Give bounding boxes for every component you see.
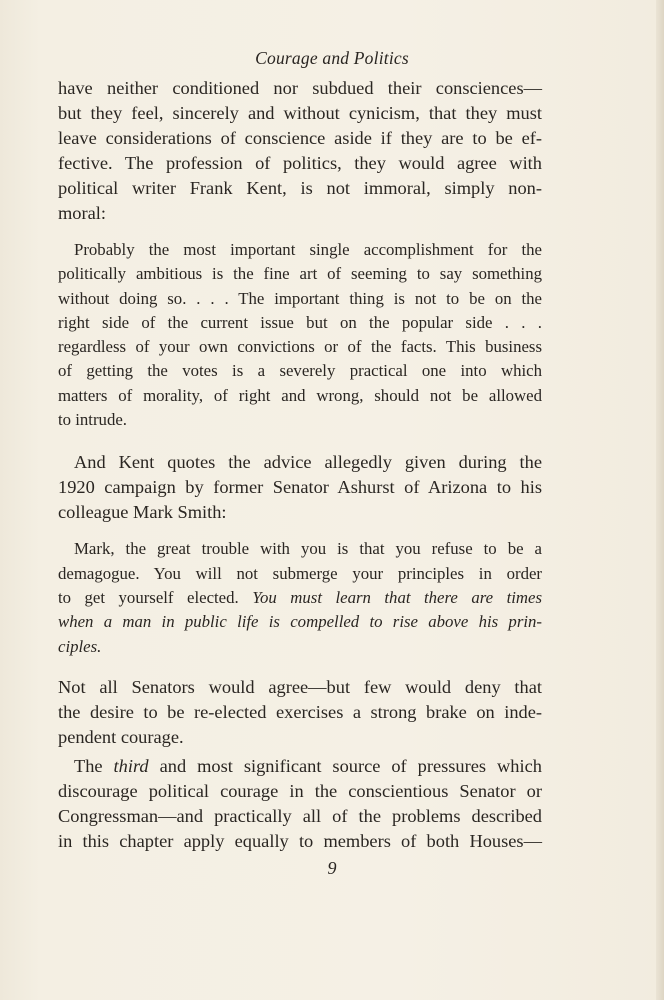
text-line: the desire to be re-elected exercises a strong brake on inde- bbox=[58, 701, 542, 722]
quote-line bbox=[58, 586, 542, 610]
quote-italic-line: ciples. bbox=[58, 636, 102, 656]
emphasis-third: third bbox=[113, 755, 149, 776]
running-head: Courage and Politics bbox=[255, 48, 409, 68]
paragraph-1 bbox=[58, 76, 542, 226]
text-line: pendent courage. bbox=[58, 726, 184, 747]
quote-line: without doing so. . . . The important thing is not to be on the bbox=[58, 288, 542, 308]
text-span: The bbox=[74, 755, 114, 776]
text-line: but they feel, sincerely and without cynicism, that they must bbox=[58, 103, 542, 123]
text-line: 1920 campaign by former Senator Ashurst of Arizona to his bbox=[58, 477, 542, 498]
text-line: in this chapter apply equally to members of both Houses— bbox=[58, 830, 542, 851]
quote-roman-text: to get yourself elected. bbox=[58, 587, 253, 607]
quote-line: to intrude. bbox=[58, 410, 127, 430]
quote-line: regardless of your own convictions or of the facts. This business bbox=[58, 337, 542, 357]
quote-italic-text: You must learn that there are times bbox=[252, 587, 542, 607]
block-quote-ashurst bbox=[58, 537, 542, 658]
text-line: moral: bbox=[58, 203, 107, 223]
page-edge bbox=[656, 0, 664, 1000]
text-line bbox=[58, 754, 542, 779]
text-line: colleague Mark Smith: bbox=[58, 502, 227, 523]
quote-italic-line: when a man in public life is compelled to rise above his prin- bbox=[58, 612, 542, 632]
text-line: Not all Senators would agree—but few would deny that bbox=[58, 676, 542, 697]
text-line: leave considerations of conscience aside if they are to be ef- bbox=[58, 128, 542, 148]
text-line: fective. The profession of politics, they would agree with bbox=[58, 153, 542, 173]
block-quote-kent bbox=[58, 238, 542, 432]
text-line: And Kent quotes the advice allegedly given during the bbox=[74, 452, 542, 473]
text-span: and most significant source of pressures which bbox=[148, 755, 542, 776]
quote-line: matters of morality, of right and wrong, should not be allowed bbox=[58, 385, 542, 405]
quote-line: Probably the most important single accomplishment for the bbox=[74, 240, 542, 259]
quote-line: Mark, the great trouble with you is that you refuse to be a bbox=[74, 539, 542, 559]
text-line: political writer Frank Kent, is not immoral, simply non- bbox=[58, 178, 542, 198]
text-line: discourage political courage in the conscientious Senator or bbox=[58, 780, 542, 801]
page-number: 9 bbox=[327, 858, 337, 878]
quote-line: demagogue. You will not submerge your principles in order bbox=[58, 563, 542, 583]
paragraph-2 bbox=[58, 450, 542, 525]
quote-line: right side of the current issue but on the popular side . . . bbox=[58, 312, 542, 332]
paragraph-4 bbox=[58, 754, 542, 854]
quote-line: of getting the votes is a severely practical one into which bbox=[58, 361, 542, 381]
body-text bbox=[58, 76, 542, 854]
paragraph-3 bbox=[58, 675, 542, 750]
quote-line: politically ambitious is the fine art of seeming to say something bbox=[58, 264, 542, 284]
text-line: have neither conditioned nor subdued their consciences— bbox=[58, 78, 542, 98]
text-line: Congressman—and practically all of the problems described bbox=[58, 805, 542, 826]
